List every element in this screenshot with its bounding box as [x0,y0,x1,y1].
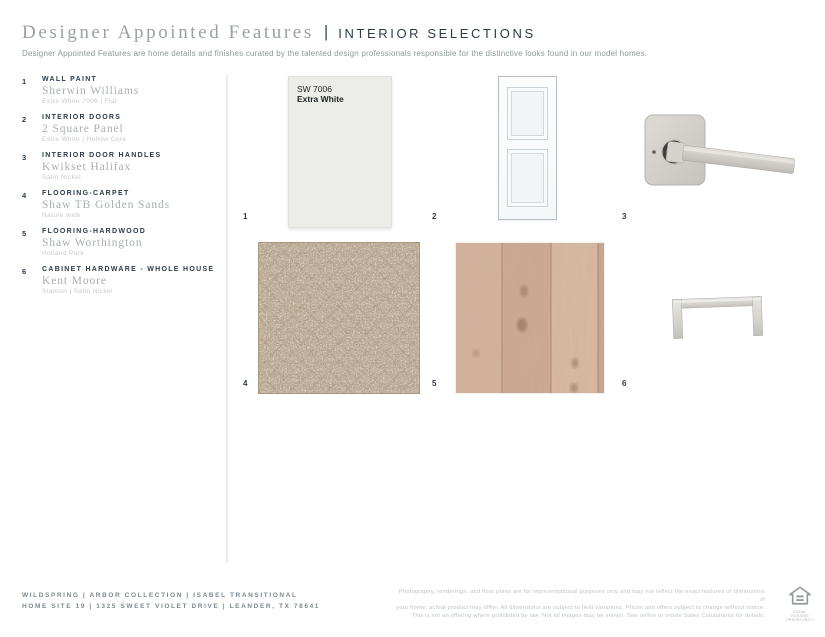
feature-category: CABINET HARDWARE - WHOLE HOUSE [42,266,215,273]
feature-detail: Satin Nickel [42,174,82,181]
disclaimer-line1: Photography, renderings, and floor plans are for representational purposes only and may not reflect the exact features or dimensions of [398,589,765,603]
feature-number: 6 [22,267,27,276]
paint-code: SW 7006 [297,84,332,94]
feature-number: 1 [22,77,27,86]
title-row [22,22,802,44]
hardwood-texture [456,243,604,393]
page-title: Designer Appointed Features [22,22,314,43]
carpet-texture [259,243,419,393]
feature-category: WALL PAINT [42,76,98,83]
disclaimer-line3: This is not an offering where prohibited by law. Not all images may be shown. See online or onsite Sales Consultants for details. [411,613,765,619]
feature-category: FLOORING-CARPET [42,190,130,197]
feature-detail: Extra White 7006 | Flat [42,98,118,105]
header [22,22,802,58]
vertical-divider [226,75,228,563]
feature-category: INTERIOR DOOR HANDLES [42,152,162,159]
cabinet-pull-image [670,292,765,342]
feature-body [42,228,146,257]
disclaimer [395,588,765,620]
equal-housing-label: EQUAL HOUSING OPPORTUNITY [786,610,814,622]
feature-body [42,114,126,143]
feature-detail: Nature walk [42,212,81,219]
feature-body [42,266,214,295]
door-panel-top [507,87,548,140]
feature-list [22,76,220,304]
feature-body [42,76,139,105]
equal-housing-house-icon [789,586,811,605]
feature-body [42,190,170,219]
feature-detail: Extra White | Hollow Core [42,136,127,143]
door-panel-bottom [507,149,548,207]
feature-number: 5 [22,229,27,238]
property-info-line1: WILDSPRING | ARBOR COLLECTION | ISABEL TRANSITIONAL [22,592,298,599]
feature-detail: Holland Park [42,250,85,257]
disclaimer-line2: your home; actual product may differ. All dimensions are subject to field variations. Prices and offers subject to change without notice. [396,605,765,611]
feature-name: Shaw TB Golden Sands [42,199,170,211]
swatch-number-5: 5 [432,379,437,388]
feature-body [42,152,161,181]
feature-category: FLOORING-HARDWOOD [42,228,147,235]
feature-number: 4 [22,191,27,200]
feature-item-flooring-hardwood [22,228,220,257]
door-image [498,76,557,220]
title-separator: | [323,22,329,41]
paint-name: Extra White [297,94,344,104]
swatch-number-1: 1 [243,212,248,221]
equal-housing-logo [786,586,814,622]
feature-detail: Stanton | Satin Nickel [42,288,113,295]
page-description: Designer Appointed Features are home details and finishes curated by the talented design professionals responsible for the distinctive looks found in our model homes. [22,49,648,58]
feature-name: Shaw Worthington [42,237,143,249]
feature-number: 2 [22,115,27,124]
feature-item-flooring-carpet [22,190,220,219]
feature-name: Kent Moore [42,275,107,287]
feature-item-cabinet-hardware [22,266,220,295]
hardwood-swatch [455,242,605,394]
swatch-number-3: 3 [622,212,627,221]
page-title-section: INTERIOR SELECTIONS [338,26,536,41]
property-info [22,590,320,612]
door-handle-image [643,112,798,190]
property-info-line2: HOME SITE 19 | 1325 SWEET VIOLET DRIVE | LEANDER, TX 78641 [22,603,320,610]
swatch-number-4: 4 [243,379,248,388]
swatch-number-6: 6 [622,379,627,388]
paint-swatch [288,76,392,228]
feature-category: INTERIOR DOORS [42,114,122,121]
carpet-swatch [258,242,420,394]
feature-number: 3 [22,153,27,162]
feature-item-door-handles [22,152,220,181]
feature-item-wall-paint [22,76,220,105]
feature-name: 2 Square Panel [42,123,124,135]
feature-item-interior-doors [22,114,220,143]
feature-name: Kwikset Halifax [42,161,132,173]
feature-name: Sherwin Williams [42,85,140,97]
swatch-number-2: 2 [432,212,437,221]
